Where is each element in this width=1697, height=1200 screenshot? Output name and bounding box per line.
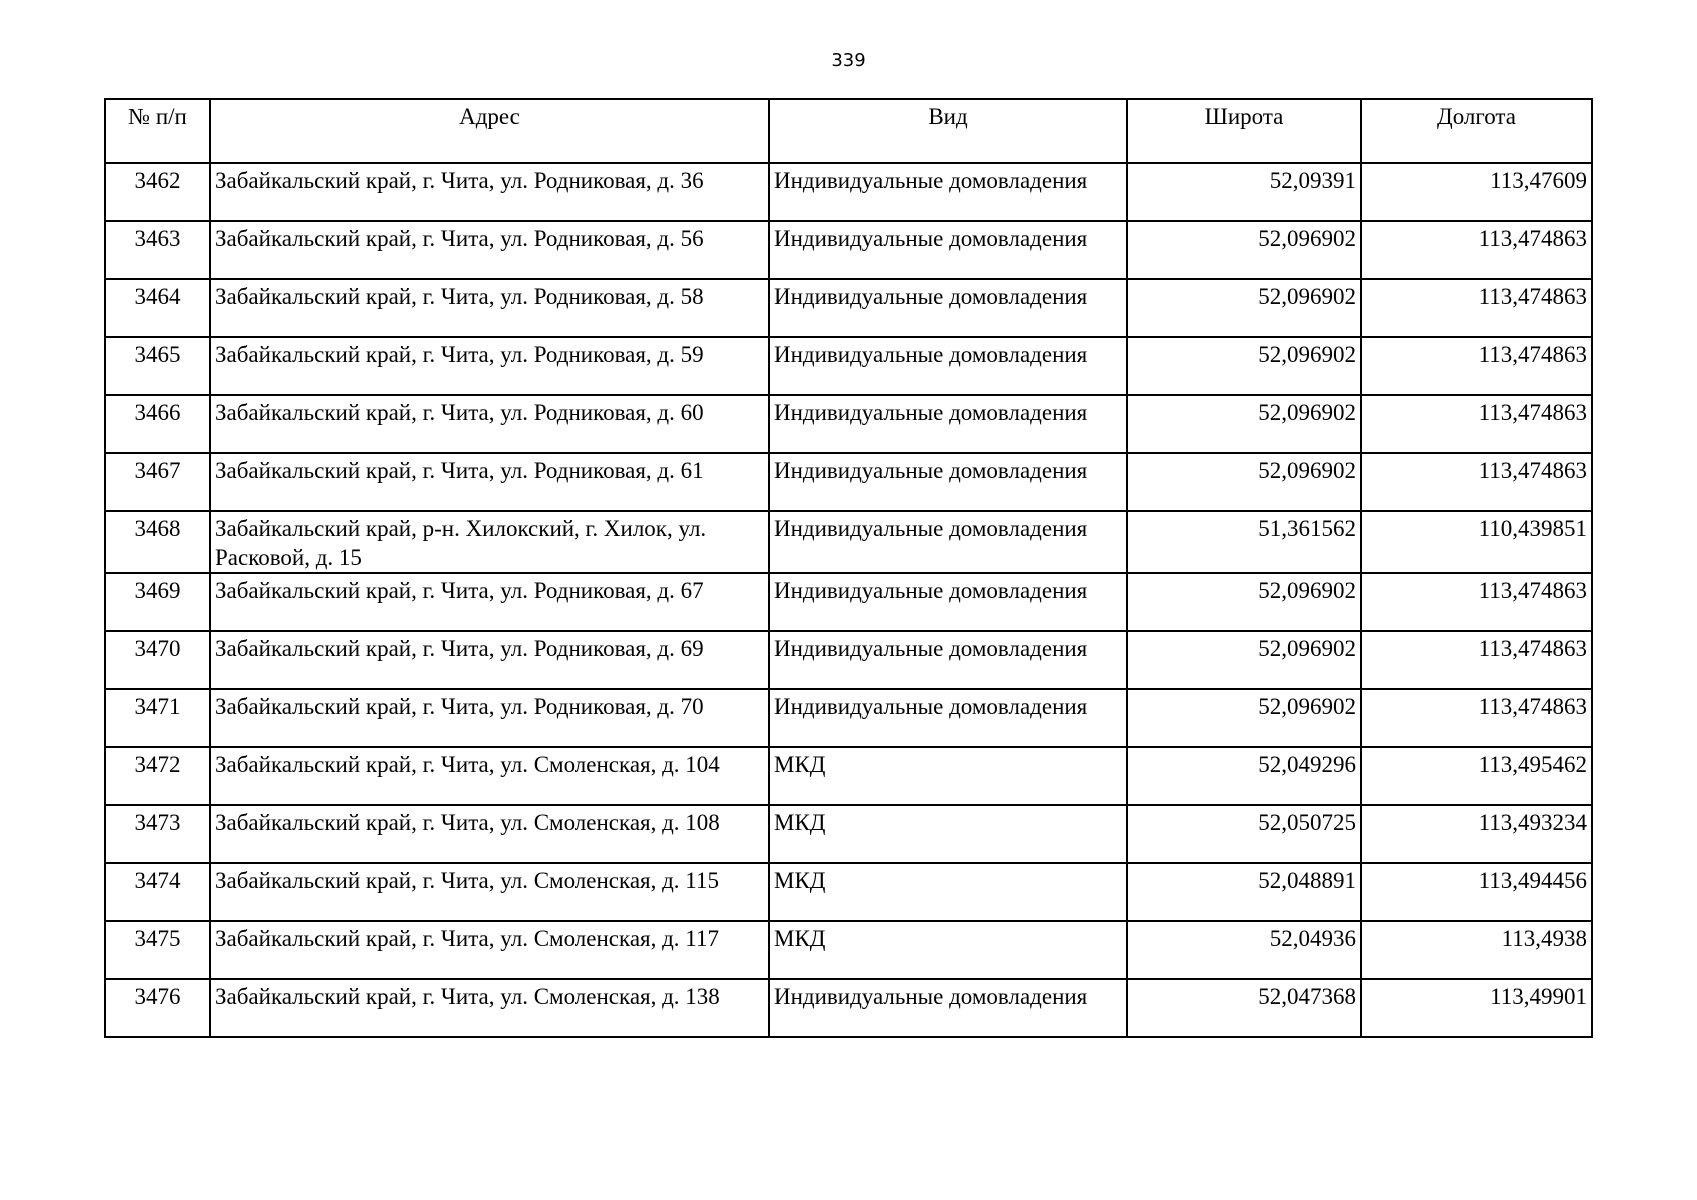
cell-lon: 113,474863 xyxy=(1361,631,1592,689)
cell-num: 3470 xyxy=(105,631,210,689)
cell-lat: 52,096902 xyxy=(1127,453,1361,511)
cell-lat: 52,096902 xyxy=(1127,689,1361,747)
cell-lon: 113,47609 xyxy=(1361,163,1592,221)
cell-lon: 113,493234 xyxy=(1361,805,1592,863)
cell-kind: Индивидуальные домовладения xyxy=(769,279,1127,337)
cell-kind: МКД xyxy=(769,805,1127,863)
cell-address: Забайкальский край, г. Чита, ул. Родниковая, д. 59 xyxy=(210,337,769,395)
cell-lon: 113,474863 xyxy=(1361,279,1592,337)
cell-lon: 113,474863 xyxy=(1361,395,1592,453)
header-num: № п/п xyxy=(105,99,210,163)
cell-num: 3471 xyxy=(105,689,210,747)
cell-num: 3462 xyxy=(105,163,210,221)
cell-kind: Индивидуальные домовладения xyxy=(769,631,1127,689)
cell-lat: 52,09391 xyxy=(1127,163,1361,221)
cell-lon: 113,474863 xyxy=(1361,221,1592,279)
cell-lat: 52,096902 xyxy=(1127,279,1361,337)
cell-num: 3473 xyxy=(105,805,210,863)
cell-kind: Индивидуальные домовладения xyxy=(769,337,1127,395)
cell-address: Забайкальский край, г. Чита, ул. Родниковая, д. 36 xyxy=(210,163,769,221)
cell-kind: Индивидуальные домовладения xyxy=(769,689,1127,747)
cell-lat: 52,048891 xyxy=(1127,863,1361,921)
cell-address: Забайкальский край, г. Чита, ул. Родниковая, д. 60 xyxy=(210,395,769,453)
table-row xyxy=(105,453,1592,511)
cell-lon: 110,439851 xyxy=(1361,511,1592,573)
cell-address: Забайкальский край, р-н. Хилокский, г. Хилок, ул. Расковой, д. 15 xyxy=(210,511,769,573)
cell-lat: 52,050725 xyxy=(1127,805,1361,863)
cell-address: Забайкальский край, г. Чита, ул. Смоленская, д. 108 xyxy=(210,805,769,863)
cell-lon: 113,4938 xyxy=(1361,921,1592,979)
table-row xyxy=(105,631,1592,689)
header-address: Адрес xyxy=(210,99,769,163)
cell-lat: 52,096902 xyxy=(1127,631,1361,689)
table-header-row xyxy=(105,99,1592,163)
cell-num: 3468 xyxy=(105,511,210,573)
cell-num: 3472 xyxy=(105,747,210,805)
cell-address: Забайкальский край, г. Чита, ул. Смоленская, д. 104 xyxy=(210,747,769,805)
cell-kind: Индивидуальные домовладения xyxy=(769,221,1127,279)
cell-num: 3474 xyxy=(105,863,210,921)
cell-num: 3466 xyxy=(105,395,210,453)
cell-lat: 52,047368 xyxy=(1127,979,1361,1037)
cell-num: 3465 xyxy=(105,337,210,395)
cell-lat: 52,096902 xyxy=(1127,395,1361,453)
table-row xyxy=(105,511,1592,573)
header-lat: Широта xyxy=(1127,99,1361,163)
table-body xyxy=(105,163,1592,1037)
cell-lon: 113,49901 xyxy=(1361,979,1592,1037)
cell-kind: Индивидуальные домовладения xyxy=(769,511,1127,573)
header-lon: Долгота xyxy=(1361,99,1592,163)
cell-address: Забайкальский край, г. Чита, ул. Родниковая, д. 61 xyxy=(210,453,769,511)
table-row xyxy=(105,921,1592,979)
table-row xyxy=(105,863,1592,921)
table-row xyxy=(105,337,1592,395)
cell-address: Забайкальский край, г. Чита, ул. Родниковая, д. 70 xyxy=(210,689,769,747)
cell-num: 3467 xyxy=(105,453,210,511)
table-row xyxy=(105,747,1592,805)
cell-kind: Индивидуальные домовладения xyxy=(769,395,1127,453)
page-number: 339 xyxy=(831,50,866,71)
cell-address: Забайкальский край, г. Чита, ул. Родниковая, д. 56 xyxy=(210,221,769,279)
cell-lat: 52,04936 xyxy=(1127,921,1361,979)
cell-num: 3475 xyxy=(105,921,210,979)
cell-num: 3469 xyxy=(105,573,210,631)
cell-address: Забайкальский край, г. Чита, ул. Смоленская, д. 138 xyxy=(210,979,769,1037)
cell-lat: 52,096902 xyxy=(1127,573,1361,631)
cell-lon: 113,474863 xyxy=(1361,453,1592,511)
cell-num: 3464 xyxy=(105,279,210,337)
cell-lon: 113,494456 xyxy=(1361,863,1592,921)
cell-num: 3476 xyxy=(105,979,210,1037)
cell-lon: 113,495462 xyxy=(1361,747,1592,805)
table-row xyxy=(105,221,1592,279)
cell-lat: 52,096902 xyxy=(1127,337,1361,395)
cell-kind: МКД xyxy=(769,747,1127,805)
cell-address: Забайкальский край, г. Чита, ул. Родниковая, д. 69 xyxy=(210,631,769,689)
table-row xyxy=(105,163,1592,221)
table-row xyxy=(105,979,1592,1037)
cell-num: 3463 xyxy=(105,221,210,279)
table-row xyxy=(105,395,1592,453)
cell-kind: МКД xyxy=(769,921,1127,979)
cell-lon: 113,474863 xyxy=(1361,337,1592,395)
cell-address: Забайкальский край, г. Чита, ул. Родниковая, д. 58 xyxy=(210,279,769,337)
table-row xyxy=(105,279,1592,337)
cell-kind: Индивидуальные домовладения xyxy=(769,573,1127,631)
cell-kind: Индивидуальные домовладения xyxy=(769,979,1127,1037)
cell-lon: 113,474863 xyxy=(1361,573,1592,631)
cell-address: Забайкальский край, г. Чита, ул. Родниковая, д. 67 xyxy=(210,573,769,631)
table-row xyxy=(105,689,1592,747)
cell-address: Забайкальский край, г. Чита, ул. Смоленская, д. 117 xyxy=(210,921,769,979)
cell-lat: 51,361562 xyxy=(1127,511,1361,573)
cell-kind: Индивидуальные домовладения xyxy=(769,163,1127,221)
cell-address: Забайкальский край, г. Чита, ул. Смоленская, д. 115 xyxy=(210,863,769,921)
cell-lon: 113,474863 xyxy=(1361,689,1592,747)
cell-lat: 52,049296 xyxy=(1127,747,1361,805)
table-row xyxy=(105,573,1592,631)
cell-kind: МКД xyxy=(769,863,1127,921)
table-row xyxy=(105,805,1592,863)
cell-lat: 52,096902 xyxy=(1127,221,1361,279)
address-table xyxy=(104,98,1593,1038)
cell-kind: Индивидуальные домовладения xyxy=(769,453,1127,511)
header-kind: Вид xyxy=(769,99,1127,163)
